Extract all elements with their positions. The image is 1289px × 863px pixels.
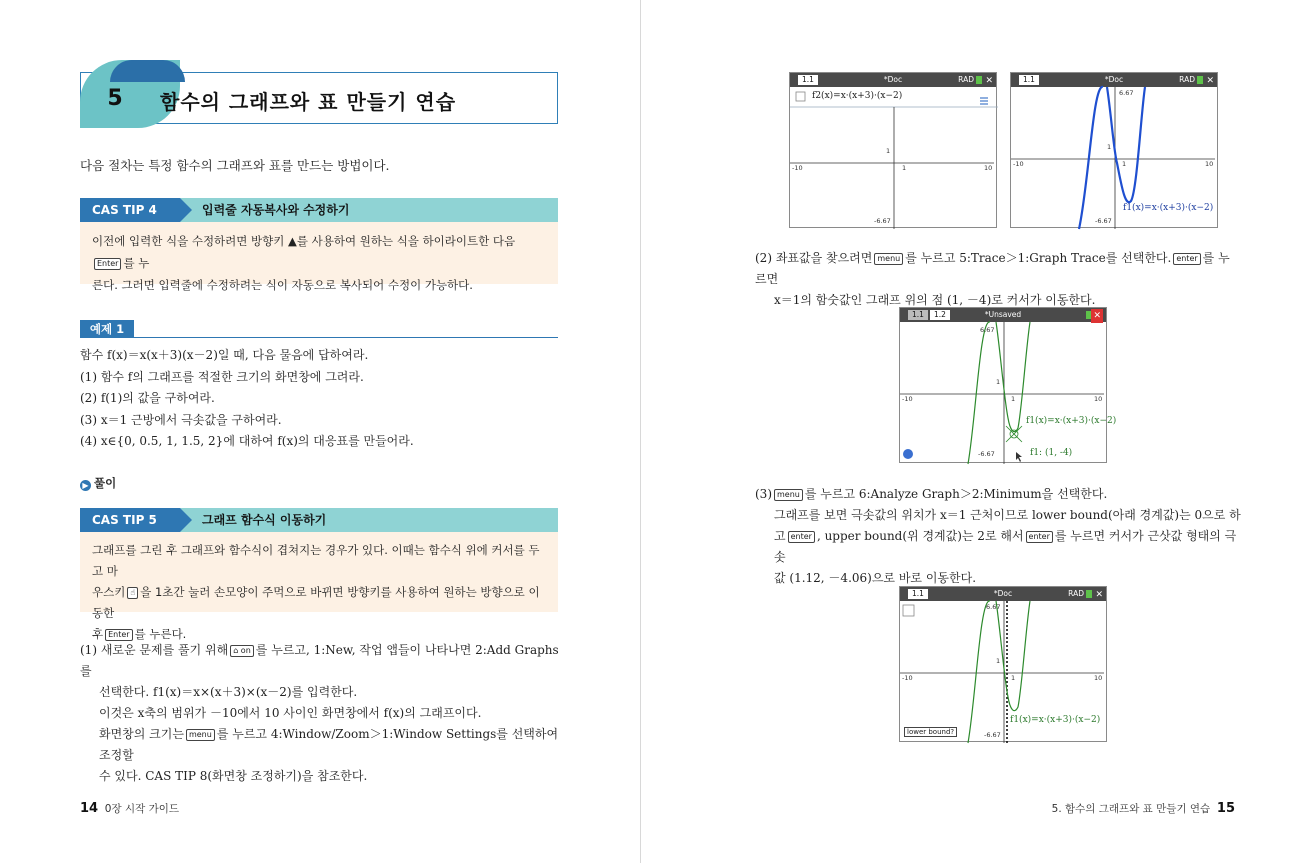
section-title: 함수의 그래프와 표 만들기 연습 xyxy=(160,90,457,114)
ymin-label: -6.67 xyxy=(874,217,891,225)
function-label[interactable]: f1(x)=x·(x+3)·(x−2) xyxy=(1123,203,1214,213)
calculator-screen-4 xyxy=(899,586,1107,742)
tip5-tag: CAS TIP 5 xyxy=(80,508,180,532)
x-one-label: 1 xyxy=(1122,160,1127,168)
xmin-label: -10 xyxy=(902,674,913,682)
tab-1-1[interactable]: 1.1 xyxy=(1019,75,1039,85)
step2-line1c: 를 누르면 xyxy=(755,251,1230,286)
step3-line3b: , upper bound(위 경계값)는 2로 해서 xyxy=(816,529,1024,543)
xmax-label: 10 xyxy=(984,164,993,172)
step2-line1b: 를 누르고 5:Trace＞1:Graph Trace를 선택한다. xyxy=(905,251,1172,265)
solution-label xyxy=(80,475,116,491)
home-on-key-icon: ⌂ on xyxy=(230,645,254,657)
tab-1-2[interactable]: 1.2 xyxy=(930,310,950,320)
example-line: (2) f(1)의 값을 구하여라. xyxy=(80,391,215,405)
right-page xyxy=(641,0,1289,863)
step3-line2: 그래프를 보면 극솟값의 위치가 x＝1 근처이므로 lower bound(아래 경계값)는 0으로 하 xyxy=(774,508,1241,522)
tab-1-1[interactable]: 1.1 xyxy=(908,589,928,599)
footer-section: 5. 함수의 그래프와 표 만들기 연습 xyxy=(1051,803,1211,815)
lower-bound-prompt[interactable]: lower bound? xyxy=(904,727,957,737)
enter-key-icon: Enter xyxy=(105,629,132,641)
section-number: 5 xyxy=(107,86,123,111)
section-badge-accent xyxy=(110,60,185,82)
calculator-screen-1 xyxy=(789,72,997,228)
function-label[interactable]: f1(x)=x·(x+3)·(x−2) xyxy=(1010,715,1101,725)
example-line: (3) x＝1 근방에서 극솟값을 구하여라. xyxy=(80,412,282,427)
y-one-label: 1 xyxy=(1107,143,1112,151)
rad-indicator: RAD xyxy=(1068,589,1084,598)
footer-right xyxy=(1052,801,1235,816)
footer-left xyxy=(80,801,179,816)
close-icon[interactable]: ✕ xyxy=(1095,590,1103,600)
tip5-header xyxy=(80,508,558,532)
xmin-label: -10 xyxy=(902,395,913,403)
enter-key-icon: enter xyxy=(1173,253,1200,265)
hand-key-icon: ☝ xyxy=(127,587,138,599)
tab-1-1[interactable]: 1.1 xyxy=(908,310,928,320)
step2-line2: x＝1의 함숫값인 그래프 위의 점 (1, －4)로 커서가 이동한다. xyxy=(774,293,1096,307)
tip4-line1b: 를 누 xyxy=(123,256,150,270)
step1-line5: 수 있다. CAS TIP 8(화면창 조정하기)을 참조한다. xyxy=(99,769,368,783)
tip5-line3a: 후 xyxy=(92,627,104,641)
ymax-label: 6.67 xyxy=(980,326,995,334)
x-one-label: 1 xyxy=(1011,395,1016,403)
ymax-label: 6.67 xyxy=(1119,89,1134,97)
trace-readout: f1: (1, -4) xyxy=(1030,448,1073,458)
tab-1-1[interactable]: 1.1 xyxy=(798,75,818,85)
doc-title: *Doc xyxy=(1104,75,1124,84)
ymin-label: -6.67 xyxy=(984,731,1001,739)
xmin-label: -10 xyxy=(1013,160,1024,168)
page-number: 14 xyxy=(80,801,99,816)
step1-line2: 선택한다. f1(x)＝x×(x＋3)×(x－2)를 입력한다. xyxy=(99,685,358,699)
doc-title: *Doc xyxy=(993,589,1013,598)
tip4-body xyxy=(80,222,558,292)
y-one-label: 1 xyxy=(996,657,1001,665)
page-number: 15 xyxy=(1216,801,1235,816)
step3-line1a: (3) xyxy=(755,487,772,501)
doc-title: *Unsaved xyxy=(984,310,1022,319)
tip5-title: 그래프 함수식 이동하기 xyxy=(202,513,327,527)
graph-canvas xyxy=(900,308,1108,464)
doc-title: *Doc xyxy=(883,75,903,84)
menu-key-icon: menu xyxy=(874,253,903,265)
tip5-line2b: 을 1초간 눌러 손모양이 주먹으로 바뀌면 방향키를 사용하여 원하는 방향으로 이동한 xyxy=(92,585,540,620)
rad-indicator: RAD xyxy=(1179,75,1195,84)
enter-key-icon: Enter xyxy=(94,258,121,270)
xmax-label: 10 xyxy=(1205,160,1214,168)
menu-key-icon: menu xyxy=(774,489,803,501)
tip4-tag: CAS TIP 4 xyxy=(80,198,180,222)
ymin-label: -6.67 xyxy=(978,450,995,458)
xmin-label: -10 xyxy=(792,164,803,172)
step1-line4b: 를 누르고 4:Window/Zoom＞1:Window Settings를 선택하여 조정할 xyxy=(99,727,559,762)
xmax-label: 10 xyxy=(1094,674,1103,682)
y-one-label: 1 xyxy=(886,147,891,155)
tip4-header xyxy=(80,198,558,222)
example-line: 함수 f(x)＝x(x＋3)(x－2)일 때, 다음 물음에 답하여라. xyxy=(80,348,369,362)
step3-line3c: 를 누르면 커서가 근삿값 형태의 극솟 xyxy=(774,529,1237,564)
step3-line3a: 고 xyxy=(774,529,786,543)
tip5-line3b: 를 누른다. xyxy=(134,627,187,641)
step3-text xyxy=(755,484,1245,589)
step3-line1b: 를 누르고 6:Analyze Graph＞2:Minimum을 선택한다. xyxy=(804,487,1108,501)
enter-key-icon: enter xyxy=(788,531,815,543)
step1-line1a: (1) 새로운 문제를 풀기 위해 xyxy=(80,643,229,657)
step1-text xyxy=(80,640,560,787)
enter-key-icon: enter xyxy=(1026,531,1053,543)
step3-line4: 값 (1.12, －4.06)으로 바로 이동한다. xyxy=(774,571,977,585)
x-one-label: 1 xyxy=(902,164,907,172)
function-label[interactable]: f1(x)=x·(x+3)·(x−2) xyxy=(1026,416,1117,426)
tip5-line2a: 우스키 xyxy=(92,585,126,599)
step1-line3: 이것은 x축의 범위가 －10에서 10 사이인 화면창에서 f(x)의 그래프이다. xyxy=(99,706,482,720)
tip5-body xyxy=(80,532,558,641)
tip5-line1: 그래프를 그린 후 그래프와 함수식이 겹쳐지는 경우가 있다. 이때는 함수식 위에 커서를 두고 마 xyxy=(92,543,540,578)
close-icon[interactable]: ✕ xyxy=(1093,311,1101,321)
play-icon: ▶ xyxy=(80,480,91,491)
step2-text xyxy=(755,248,1235,311)
close-icon[interactable]: ✕ xyxy=(985,76,993,86)
step1-line1b: 를 누르고, 1:New, 작업 앱들이 나타나면 2:Add Graphs를 xyxy=(80,643,559,678)
tip4-title: 입력줄 자동복사와 수정하기 xyxy=(202,203,350,217)
example-line: (1) 함수 f의 그래프를 적절한 크기의 화면창에 그려라. xyxy=(80,369,364,384)
calculator-screen-2 xyxy=(1010,72,1218,228)
step2-line1a: (2) 좌표값을 찾으려면 xyxy=(755,251,873,265)
close-icon[interactable]: ✕ xyxy=(1206,76,1214,86)
example-tag: 예제 1 xyxy=(80,320,134,338)
step1-line4a: 화면창의 크기는 xyxy=(99,727,184,741)
xmax-label: 10 xyxy=(1094,395,1103,403)
rad-indicator: RAD xyxy=(958,75,974,84)
example-questions xyxy=(80,345,414,453)
tip4-line2: 른다. 그러면 입력줄에 수정하려는 식이 자동으로 복사되어 수정이 가능하다. xyxy=(92,278,473,292)
entry-line[interactable]: f2(x)=x·(x+3)·(x−2) xyxy=(812,91,903,101)
y-one-label: 1 xyxy=(996,378,1001,386)
ymax-label: 6.67 xyxy=(986,603,1001,611)
left-page xyxy=(0,0,640,863)
example-header xyxy=(80,320,558,338)
solution-text: 풀이 xyxy=(94,476,117,490)
ymin-label: -6.67 xyxy=(1095,217,1112,225)
tip4-line1a: 이전에 입력한 식을 수정하려면 방향키 ▲를 사용하여 원하는 식을 하이라이트한 다음 xyxy=(92,234,516,248)
intro-text: 다음 절차는 특정 함수의 그래프와 표를 만드는 방법이다. xyxy=(80,158,390,173)
example-line: (4) x∈{0, 0.5, 1, 1.5, 2}에 대하여 f(x)의 대응표를 만들어라. xyxy=(80,434,414,448)
footer-chapter: 0장 시작 가이드 xyxy=(104,803,179,815)
menu-key-icon: menu xyxy=(186,729,215,741)
calculator-screen-3 xyxy=(899,307,1117,463)
x-one-label: 1 xyxy=(1011,674,1016,682)
